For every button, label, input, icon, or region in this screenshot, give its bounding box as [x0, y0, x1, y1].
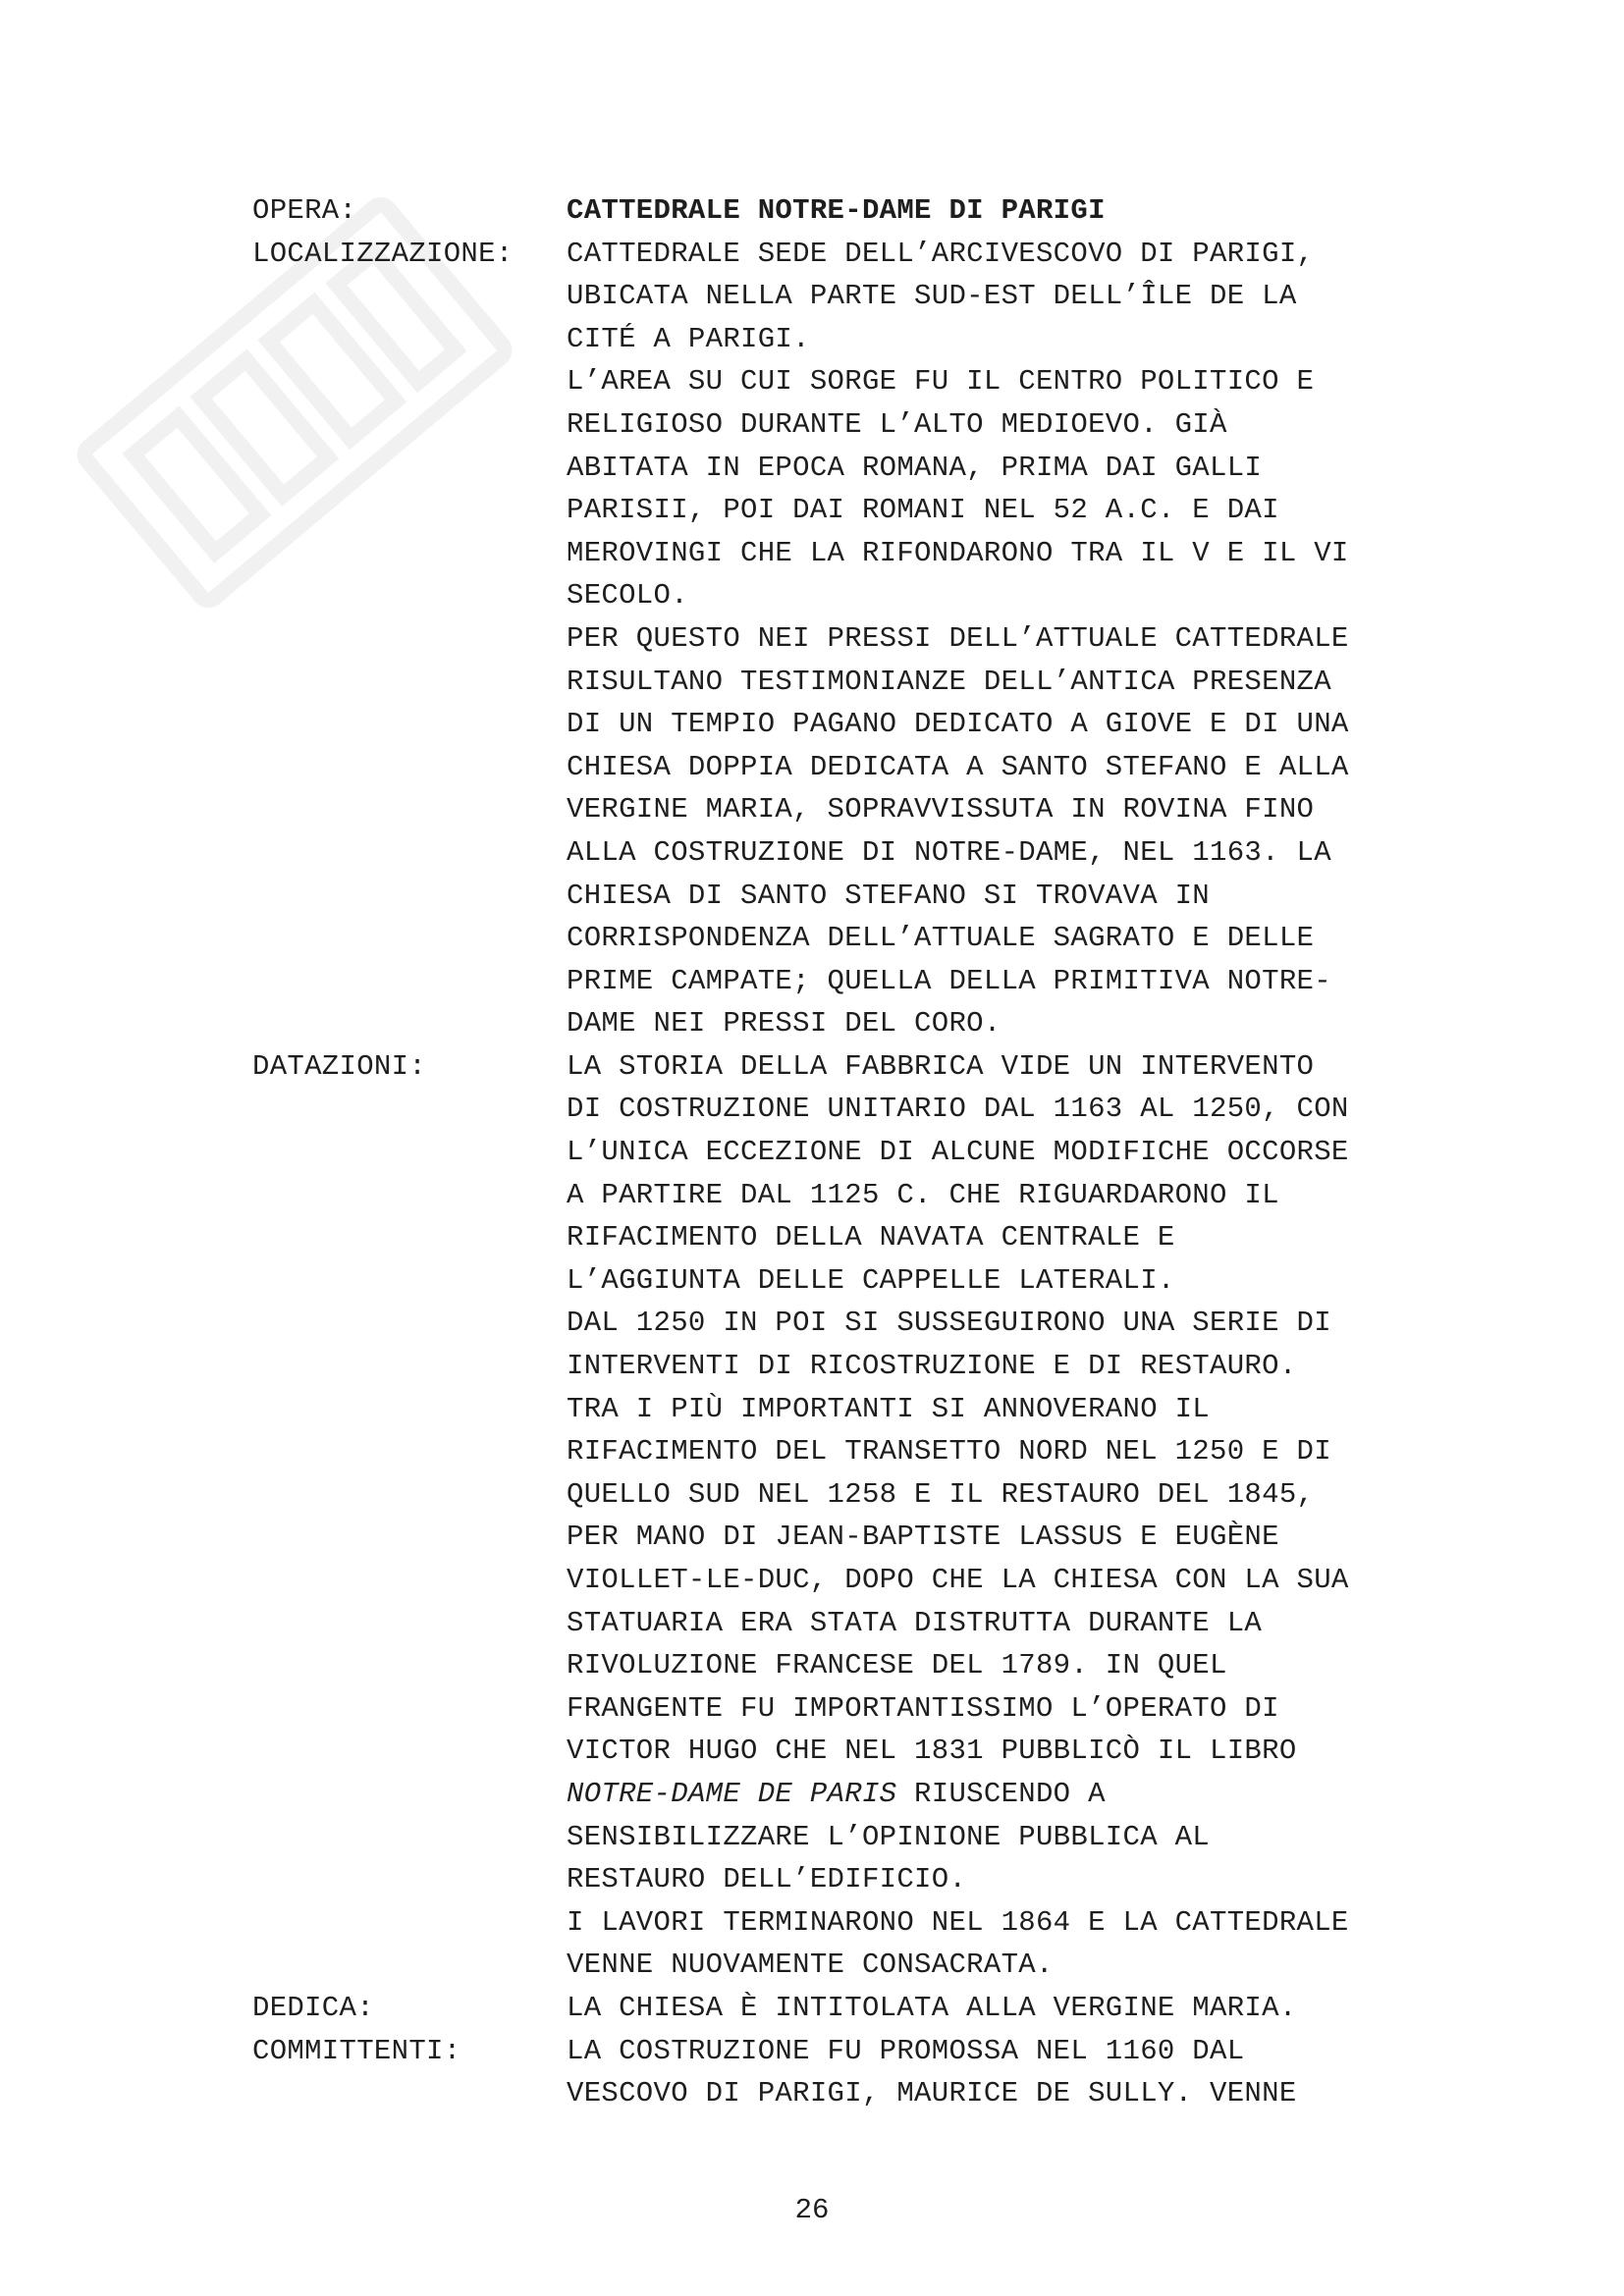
text-line: DAME NEI PRESSI DEL CORO.: [567, 1007, 1001, 1041]
entry-row: [252, 189, 1529, 233]
entry-row: [252, 2030, 1529, 2115]
text-line: MEROVINGI CHE LA RIFONDARONO TRA IL V E IL VI: [567, 536, 1349, 569]
text-line: QUELLO SUD NEL 1258 E IL RESTAURO DEL 1845,: [567, 1477, 1315, 1511]
text-line: SECOLO.: [567, 579, 688, 613]
text-line: FRANGENTE FU IMPORTANTISSIMO L’OPERATO DI: [567, 1691, 1279, 1725]
text-line: CHIESA DI SANTO STEFANO SI TROVAVA IN: [567, 879, 1211, 912]
text-line: RISULTANO TESTIMONIANZE DELL’ANTICA PRESENZA: [567, 665, 1331, 698]
page-number: 26: [794, 2194, 830, 2226]
entry-label: DEDICA:: [252, 1991, 374, 2024]
text-line: DI UN TEMPIO PAGANO DEDICATO A GIOVE E DI UNA: [567, 708, 1349, 741]
text-line: RESTAURO DELL’EDIFICIO.: [567, 1863, 967, 1896]
text-line: VENNE NUOVAMENTE CONSACRATA.: [567, 1949, 1054, 1982]
entry-label: COMMITTENTI:: [252, 2034, 461, 2067]
text-line: PRIME CAMPATE; QUELLA DELLA PRIMITIVA NOTRE-: [567, 964, 1331, 997]
text-line: L’AREA SU CUI SORGE FU IL CENTRO POLITICO E: [567, 365, 1315, 399]
text-line: VESCOVO DI PARIGI, MAURICE DE SULLY. VENNE: [567, 2077, 1297, 2110]
text-line: RIFACIMENTO DELLA NAVATA CENTRALE E: [567, 1221, 1175, 1255]
document-body: [252, 189, 1529, 2115]
text-line: VICTOR HUGO CHE NEL 1831 PUBBLICÒ IL LIBRO: [567, 1735, 1297, 1768]
text-line: DAL 1250 IN POI SI SUSSEGUIRONO UNA SERIE DI: [567, 1307, 1331, 1340]
line-continuation: RIUSCENDO A: [896, 1777, 1106, 1810]
text-line: L’UNICA ECCEZIONE DI ALCUNE MODIFICHE OCCORSE: [567, 1136, 1349, 1169]
text-line: VERGINE MARIA, SOPRAVVISSUTA IN ROVINA FINO: [567, 793, 1315, 827]
text-line: DI COSTRUZIONE UNITARIO DAL 1163 AL 1250, CON: [567, 1093, 1349, 1126]
text-line: A PARTIRE DAL 1125 C. CHE RIGUARDARONO IL: [567, 1178, 1279, 1211]
entry-row: [252, 1987, 1529, 2030]
italic-book-title: NOTRE-DAME DE PARIS: [567, 1777, 897, 1810]
text-line: LA STORIA DELLA FABBRICA VIDE UN INTERVENTO: [567, 1049, 1315, 1083]
text-line: ABITATA IN EPOCA ROMANA, PRIMA DAI GALLI: [567, 451, 1263, 484]
entry-row: [252, 233, 1529, 1045]
text-line: RELIGIOSO DURANTE L’ALTO MEDIOEVO. GIÀ: [567, 407, 1227, 441]
text-line: ALLA COSTRUZIONE DI NOTRE-DAME, NEL 1163. LA: [567, 835, 1331, 869]
text-line: LA COSTRUZIONE FU PROMOSSA NEL 1160 DAL: [567, 2034, 1245, 2067]
text-line: CORRISPONDENZA DELL’ATTUALE SAGRATO E DELLE: [567, 922, 1315, 955]
text-line: INTERVENTI DI RICOSTRUZIONE E DI RESTAURO.: [567, 1350, 1297, 1383]
entry-label: OPERA:: [252, 194, 357, 227]
text-line: CITÉ A PARIGI.: [567, 322, 810, 355]
text-line: SENSIBILIZZARE L’OPINIONE PUBBLICA AL: [567, 1820, 1211, 1853]
entry-content: [567, 1987, 1529, 2030]
text-line: PER MANO DI JEAN-BAPTISTE LASSUS E EUGÈNE: [567, 1521, 1279, 1554]
document-title: CATTEDRALE NOTRE-DAME DI PARIGI: [567, 194, 1106, 227]
text-line: [567, 1773, 1529, 1816]
entry-row: [252, 1045, 1529, 1987]
entry-content: [567, 233, 1529, 1045]
entry-content: [567, 2030, 1529, 2115]
text-line: PARISII, POI DAI ROMANI NEL 52 A.C. E DAI: [567, 494, 1279, 527]
entry-label: DATAZIONI:: [252, 1049, 427, 1083]
text-line: VIOLLET-LE-DUC, DOPO CHE LA CHIESA CON LA SUA: [567, 1564, 1349, 1596]
text-line: PER QUESTO NEI PRESSI DELL’ATTUALE CATTEDRALE: [567, 621, 1349, 655]
text-line: LA CHIESA È INTITOLATA ALLA VERGINE MARIA.: [567, 1991, 1297, 2024]
text-line: TRA I PIÙ IMPORTANTI SI ANNOVERANO IL: [567, 1392, 1211, 1425]
text-line: L’AGGIUNTA DELLE CAPPELLE LATERALI.: [567, 1263, 1175, 1297]
text-line: CATTEDRALE SEDE DELL’ARCIVESCOVO DI PARIGI,: [567, 237, 1315, 270]
text-line: RIFACIMENTO DEL TRANSETTO NORD NEL 1250 E DI: [567, 1435, 1331, 1468]
text-line: CHIESA DOPPIA DEDICATA A SANTO STEFANO E ALLA: [567, 750, 1349, 783]
entry-content: [567, 1045, 1529, 1987]
text-line: I LAVORI TERMINARONO NEL 1864 E LA CATTEDRALE: [567, 1905, 1349, 1939]
text-line: RIVOLUZIONE FRANCESE DEL 1789. IN QUEL: [567, 1649, 1227, 1682]
entry-label: LOCALIZZAZIONE:: [252, 237, 514, 270]
text-line: STATUARIA ERA STATA DISTRUTTA DURANTE LA: [567, 1606, 1263, 1639]
text-line: UBICATA NELLA PARTE SUD-EST DELL’ÎLE DE LA: [567, 280, 1297, 313]
entry-content: [567, 189, 1529, 233]
